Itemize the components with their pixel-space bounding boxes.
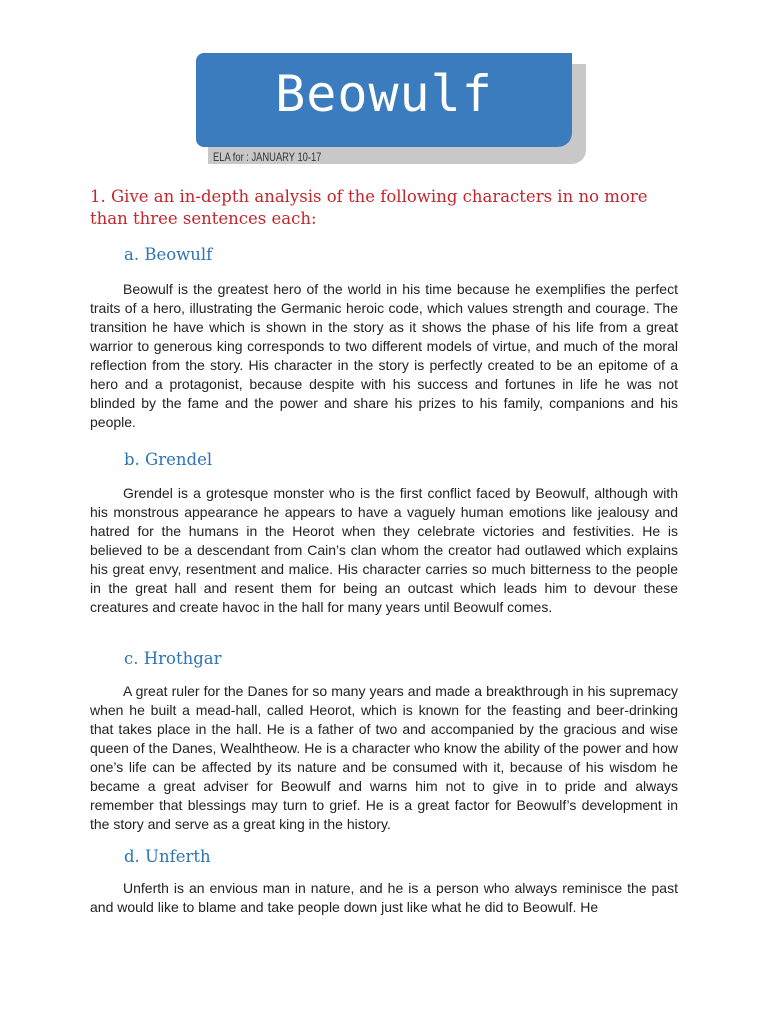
section-text-unferth: Unferth is an envious man in nature, and he is a person who always reminisce the past and would like to blame and take people down just like what he did to Beowulf. He bbox=[90, 880, 678, 915]
section-text-grendel: Grendel is a grotesque monster who is the first conflict faced by Beowulf, although with his monstrous appearance he appears to have a vaguely human emotions like jealousy and hatred for the humans in the Heorot when they celebrate victories and festivities. He is believed to be a descendant from Cain’s clan whom the creator had outlawed which explains his great envy, resentment and malice. His character carries so much bitterness to the people in the great hall and resent them for being an outcast which leads him to devour these creatures and create havoc in the hall for many years until Beowulf comes. bbox=[90, 485, 678, 615]
title-banner bbox=[196, 53, 572, 147]
section-heading-grendel: b. Grendel bbox=[124, 450, 213, 469]
section-heading-beowulf: a. Beowulf bbox=[124, 245, 213, 264]
document-title: Beowulf bbox=[275, 65, 493, 123]
section-text-hrothgar: A great ruler for the Danes for so many years and made a breakthrough in his supremacy when he built a mead-hall, called Heorot, which is known for the feasting and beer-drinking that takes place in the hall. He is a father of two and accompanied by the gracious and wise queen of the Danes, Wealhtheow. He is a character who know the ability of the power and how one’s life can be affected by its nature and be consumed with it, because of his wisdom he became a great adviser for Beowulf and warns him not to give in to pride and always remember that blessings may turn to grief. He is a great factor for Beowulf’s development in the story and serve as a great king in the history. bbox=[90, 683, 678, 832]
document-subtitle: ELA for : JANUARY 10-17 bbox=[213, 150, 322, 164]
question-prompt: 1. Give an in-depth analysis of the following characters in no more than three sentences each: bbox=[90, 187, 648, 228]
section-heading-hrothgar: c. Hrothgar bbox=[124, 649, 222, 668]
section-text-beowulf: Beowulf is the greatest hero of the world in his time because he exemplifies the perfect traits of a hero, illustrating the Germanic heroic code, which values strength and courage. The transition he have which is shown in the story as it shows the phase of his life from a great warrior to generous king corresponds to two different models of virtue, and much of the moral reflection from the story. His character in the story is perfectly created to be an epitome of a hero and a protagonist, because despite with his success and fortunes in life he was not blinded by the fame and the power and share his prizes to his family, companions and his people. bbox=[90, 281, 678, 430]
section-heading-unferth: d. Unferth bbox=[124, 847, 211, 866]
